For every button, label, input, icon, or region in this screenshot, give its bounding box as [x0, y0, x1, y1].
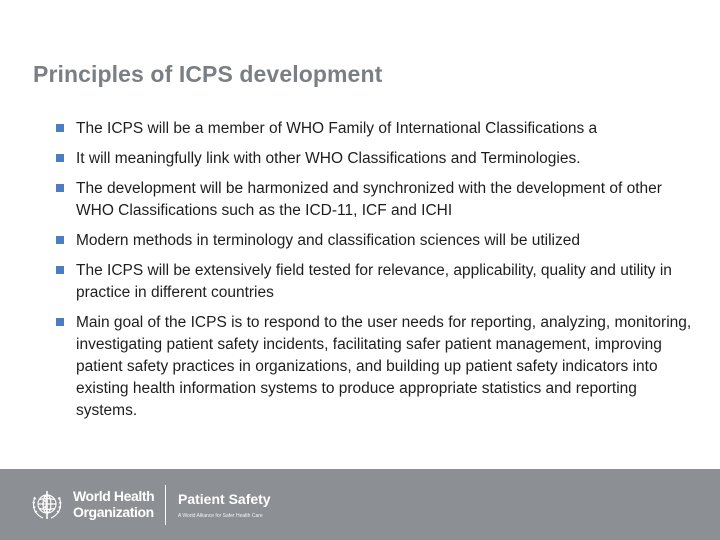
- bullet-text: Main goal of the ICPS is to respond to the user needs for reporting, analyzing, monitoring, investigating patient safety incidents, facilitating safer patient management, improving patient safety practices in organizations, and building up patient safety indicators into existing health information systems to produce appropriate statistics and reporting systems.: [76, 314, 692, 419]
- who-emblem-icon: [29, 487, 65, 523]
- list-item: [56, 148, 696, 170]
- square-bullet-icon: [56, 318, 64, 326]
- square-bullet-icon: [56, 154, 64, 162]
- bullet-list: [56, 118, 696, 422]
- square-bullet-icon: [56, 124, 64, 132]
- list-item: [56, 260, 696, 304]
- list-item: [56, 312, 696, 422]
- bullet-text: The ICPS will be a member of WHO Family of International Classifications a: [76, 120, 598, 137]
- program-tagline: A World Alliance for Safer Health Care: [178, 513, 263, 519]
- bullet-text: It will meaningfully link with other WHO Classifications and Terminologies.: [76, 150, 581, 167]
- list-item: [56, 178, 696, 222]
- program-title: Patient Safety: [178, 491, 271, 507]
- who-name-line1: World Health: [73, 488, 155, 504]
- square-bullet-icon: [56, 266, 64, 274]
- who-name-line2: Organization: [73, 504, 154, 520]
- who-wordmark: [73, 488, 154, 520]
- list-item: [56, 118, 696, 140]
- list-item: [56, 230, 696, 252]
- bullet-text: The development will be harmonized and synchronized with the development of other WHO Classifications such as the ICD-11, ICF and ICHI: [76, 180, 662, 219]
- square-bullet-icon: [56, 184, 64, 192]
- slide-title: Principles of ICPS development: [33, 61, 383, 87]
- bullet-text: The ICPS will be extensively field tested for relevance, applicability, quality and utility in practice in different countries: [76, 262, 672, 301]
- footer-bar: [0, 469, 720, 540]
- footer-divider: [165, 485, 166, 525]
- square-bullet-icon: [56, 236, 64, 244]
- bullet-text: Modern methods in terminology and classification sciences will be utilized: [76, 232, 580, 249]
